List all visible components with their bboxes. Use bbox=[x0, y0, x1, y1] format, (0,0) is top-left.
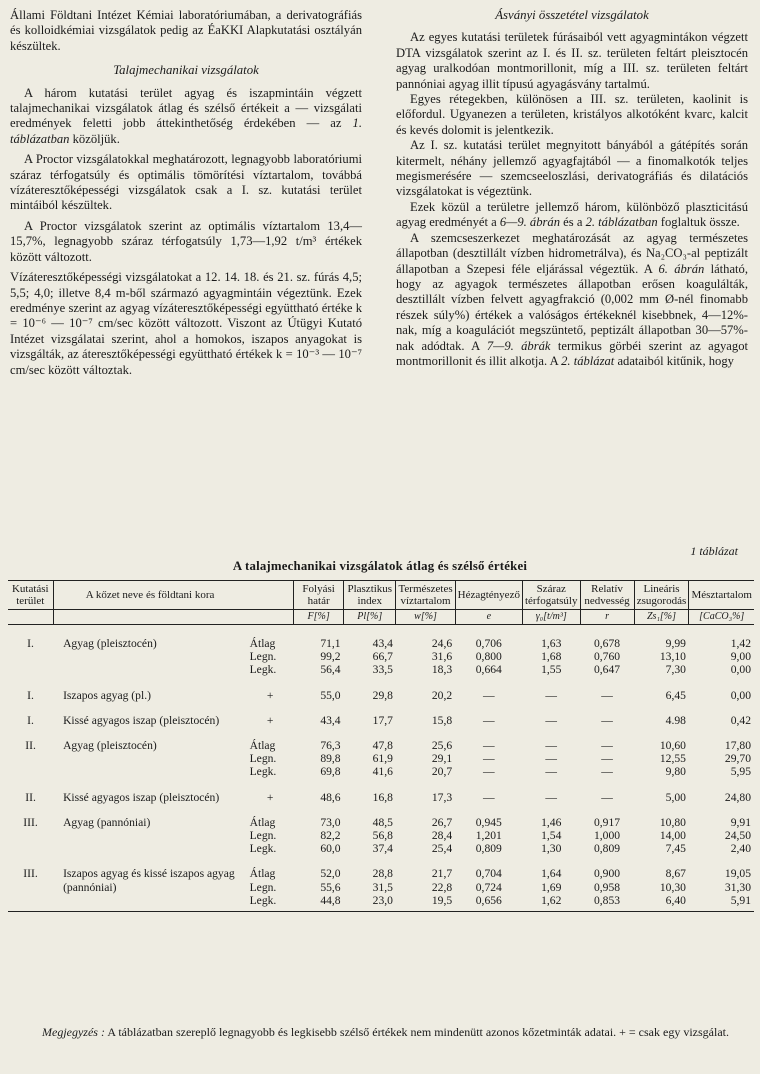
area-cell: I. bbox=[27, 637, 34, 650]
rock-name-cell: Iszapos agyag (pl.) bbox=[63, 688, 151, 702]
table-title: A talajmechanikai vizsgálatok átlag és szélső értékei bbox=[232, 559, 528, 573]
value: — bbox=[483, 739, 495, 753]
value: 17,3 bbox=[431, 790, 453, 804]
value: 4.98 bbox=[665, 713, 686, 727]
value: 48,5 bbox=[372, 815, 393, 829]
statistic-label: Legk. bbox=[249, 893, 277, 907]
value: 21,7 bbox=[431, 867, 453, 881]
value: 44,8 bbox=[320, 893, 341, 907]
value: 60,0 bbox=[320, 842, 341, 856]
value-cell bbox=[455, 677, 522, 702]
statistic-cell bbox=[247, 625, 294, 677]
table-row bbox=[8, 702, 754, 727]
statistic-label: Legn. bbox=[249, 752, 277, 766]
value: 48,6 bbox=[320, 790, 341, 804]
value: — bbox=[545, 688, 558, 702]
value-cell bbox=[344, 677, 396, 702]
value-cell bbox=[634, 727, 689, 779]
value-cell bbox=[522, 702, 580, 727]
value: 0,853 bbox=[593, 893, 621, 907]
paragraph: A szemcseszerkezet meghatározását az agyag természetes állapotban (desztillált vízben hidrometrálva), és Na₂CO₃-al peptizált állapotban a Szepesi féle eljárással végeztük. A 6. ábrán látható, hogy az agyagok természetes állapotban erősen koagulálták, desztillált vízben felvett agyagfrakció (0,002 mm Ø-nél finomabb részek súly%) értékek a valóságos értékeknél kisebbnek, 4—12%-nak, míg a koagulációt megszüntető, peptizált állapotban 30—57%-nak adódtak. A 7—9. ábrák termikus görbéi szerint az agyagot montmorillonit és illit alkotja. A 2. táblázat adataiból kitűnik, hogy bbox=[396, 230, 748, 368]
value-cell bbox=[396, 625, 455, 677]
area-cell: II. bbox=[25, 739, 36, 753]
value-cell bbox=[294, 677, 344, 702]
value-cell bbox=[580, 855, 634, 911]
value: 7,30 bbox=[665, 663, 686, 677]
value-cell bbox=[580, 804, 634, 856]
value: — bbox=[483, 765, 495, 779]
value: 15,8 bbox=[431, 713, 453, 727]
table-number-label: 1 táblázat bbox=[690, 544, 738, 558]
unit-label: Zs₁[%] bbox=[634, 610, 689, 625]
column-header: Plasztikus index bbox=[344, 581, 396, 610]
unit-label: Pl[%] bbox=[344, 610, 396, 625]
unit-label: γ₀[t/m³] bbox=[522, 610, 580, 625]
value: 10,30 bbox=[659, 880, 686, 894]
value: 13,10 bbox=[659, 650, 686, 664]
column-header: Természetes víztartalom bbox=[396, 581, 455, 610]
column-header: Folyási határ bbox=[294, 581, 344, 610]
value: 0,917 bbox=[593, 815, 621, 829]
paragraph: A három kutatási terület agyag és iszapmintáin végzett talajmechanikai vizsgálatok átlag és szélső értékeit a — vizsgálati eredmények feletti jobb áttekinthetőség érdekében — az 1. táblázatban közöljük. bbox=[10, 85, 362, 146]
value: — bbox=[483, 752, 495, 766]
value: 69,8 bbox=[320, 765, 341, 779]
value-cell bbox=[455, 702, 522, 727]
statistic-label: Legn. bbox=[249, 650, 277, 664]
column-header: Relatív nedvesség bbox=[580, 581, 634, 610]
right-column bbox=[396, 8, 748, 369]
table-units-row bbox=[8, 610, 754, 625]
value: — bbox=[483, 790, 495, 804]
value: 1,68 bbox=[541, 650, 562, 664]
rock-name-cell: Iszapos agyag és kissé iszapos agyag (pannóniai) bbox=[53, 855, 247, 911]
statistic-cell bbox=[247, 727, 294, 779]
value-cell bbox=[396, 779, 455, 804]
value: 29,70 bbox=[724, 752, 751, 766]
value: 43,4 bbox=[372, 637, 393, 650]
statistic-cell bbox=[247, 677, 294, 702]
value-cell bbox=[580, 779, 634, 804]
value: — bbox=[545, 752, 558, 766]
paragraph: A Proctor vizsgálatok szerint az optimális víztartalom 13,4—15,7%, legnagyobb száraz térfogatsúly 1,73—1,92 t/m³ értékek között változott. bbox=[10, 218, 362, 264]
value: 24,80 bbox=[724, 790, 751, 804]
value: — bbox=[601, 713, 613, 727]
statistic-label: Legn. bbox=[249, 829, 277, 843]
value: 19,05 bbox=[724, 867, 751, 881]
unit-label: e bbox=[455, 610, 522, 625]
note-label: Megjegyzés : bbox=[42, 1025, 105, 1039]
value-cell bbox=[634, 625, 689, 677]
rock-name-cell: Agyag (pleisztocén) bbox=[63, 739, 157, 753]
column-header: Hézagtényező bbox=[455, 581, 522, 610]
figure-reference: 6—9. ábrán bbox=[499, 215, 561, 230]
value: 0,42 bbox=[730, 713, 751, 727]
value: 18,3 bbox=[431, 663, 453, 677]
table-row bbox=[8, 855, 754, 911]
value: 0,706 bbox=[475, 637, 502, 650]
value-cell bbox=[294, 625, 344, 677]
value: — bbox=[601, 752, 613, 766]
statistic-cell bbox=[247, 855, 294, 911]
value: — bbox=[601, 739, 613, 753]
rock-name-cell: Kissé agyagos iszap (pleisztocén) bbox=[63, 713, 220, 727]
value: 9,91 bbox=[730, 815, 751, 829]
statistic-label: Legn. bbox=[249, 880, 277, 894]
value: 31,30 bbox=[724, 880, 751, 894]
value: — bbox=[601, 688, 613, 702]
value: 28,8 bbox=[372, 867, 393, 881]
value: 1,62 bbox=[541, 893, 562, 907]
value: 5,00 bbox=[665, 790, 686, 804]
value: 56,4 bbox=[320, 663, 341, 677]
value-cell bbox=[580, 677, 634, 702]
value-cell bbox=[396, 804, 455, 856]
value: 0,809 bbox=[593, 842, 621, 856]
value: 24,50 bbox=[724, 829, 751, 843]
value: 2,40 bbox=[730, 842, 751, 856]
value-cell bbox=[455, 804, 522, 856]
paragraph: Ezek közül a területre jellemző három, különböző plaszticitású agyag eredményét a 6—9. ábrán és a 2. táblázatban foglaltuk össze. bbox=[396, 199, 748, 230]
value: 0,900 bbox=[593, 867, 621, 881]
value-cell bbox=[634, 702, 689, 727]
value: 17,7 bbox=[372, 713, 393, 727]
value-cell bbox=[396, 677, 455, 702]
rock-name-cell: Agyag (pannóniai) bbox=[63, 815, 151, 829]
value: — bbox=[545, 765, 558, 779]
column-header: A kőzet neve és földtani kora bbox=[53, 581, 247, 610]
table-reference: 2. táblázat bbox=[561, 353, 615, 368]
value-cell bbox=[580, 727, 634, 779]
value: — bbox=[601, 790, 613, 804]
value: — bbox=[545, 790, 558, 804]
paragraph: Vízáteresztőképességi vizsgálatokat a 12. 14. 18. és 21. sz. fúrás 4,5; 5,5; 4,0; illetve 8,4 m-ből származó agyagmintáin végeztünk. Ezek eredménye szerint az agyag vízáteresztőképességi együttható értéke k = 10⁻⁶ — 10⁻⁷ cm/sec között változott. Viszont az Útügyi Kutató Intézet vizsgálatai szerint, ahol a homokos, iszapos anyagokat is vizsgálták, az áteresztőképességi együttható értékek k = 10⁻³ — 10⁻⁷ cm/sec között változtak. bbox=[10, 270, 362, 377]
value: 41,6 bbox=[372, 765, 393, 779]
value-cell bbox=[522, 804, 580, 856]
value: 10,80 bbox=[659, 815, 686, 829]
value-cell bbox=[294, 779, 344, 804]
column-header: Mésztartalom bbox=[689, 581, 754, 610]
value: 20,2 bbox=[431, 688, 453, 702]
value: 31,6 bbox=[431, 650, 453, 664]
statistic-label: + bbox=[266, 790, 274, 804]
column-header: Lineáris zsugorodás bbox=[634, 581, 689, 610]
value: 33,5 bbox=[372, 663, 393, 677]
value: 55,0 bbox=[320, 688, 341, 702]
column-header: Kutatási terület bbox=[8, 581, 53, 610]
value-cell bbox=[294, 855, 344, 911]
statistic-label: Legk. bbox=[249, 663, 277, 677]
table-row bbox=[8, 625, 754, 677]
value: 28,4 bbox=[431, 829, 453, 843]
value: — bbox=[545, 739, 558, 753]
value: 14,00 bbox=[659, 829, 686, 843]
value: 76,3 bbox=[320, 739, 341, 753]
value-cell bbox=[580, 702, 634, 727]
value: — bbox=[601, 765, 613, 779]
value: 0,00 bbox=[730, 663, 751, 677]
value: 22,8 bbox=[431, 880, 453, 894]
value-cell bbox=[580, 625, 634, 677]
value: 8,67 bbox=[665, 867, 686, 881]
area-cell: III. bbox=[23, 815, 38, 829]
unit-label bbox=[53, 610, 247, 625]
statistic-label: Átlag bbox=[249, 867, 276, 881]
value: 0,724 bbox=[475, 880, 502, 894]
value-cell bbox=[344, 727, 396, 779]
statistic-label: Átlag bbox=[249, 739, 276, 753]
paragraph: Az egyes kutatási területek fúrásaiból vett agyagmintákon végzett DTA vizsgálatok szerint az I. és II. sz. területen feltárt pleisztocén agyag uralkodóan montmorillonit, míg a III. sz. területen feltárt pannóniai agyag illit típusú agyagásvány tartalmú. bbox=[396, 30, 748, 91]
value-cell bbox=[522, 625, 580, 677]
value-cell bbox=[344, 625, 396, 677]
value: 1,63 bbox=[541, 637, 562, 650]
value-cell bbox=[689, 727, 754, 779]
unit-label: w[%] bbox=[396, 610, 455, 625]
table-row bbox=[8, 804, 754, 856]
statistic-label: + bbox=[266, 688, 274, 702]
value: 0,00 bbox=[730, 688, 751, 702]
value: 0,647 bbox=[593, 663, 621, 677]
value: 73,0 bbox=[320, 815, 341, 829]
value: 29,1 bbox=[431, 752, 453, 766]
figure-reference: 7—9. ábrák bbox=[486, 338, 551, 353]
table-row bbox=[8, 779, 754, 804]
value: 6,40 bbox=[665, 893, 686, 907]
value: 82,2 bbox=[320, 829, 341, 843]
statistic-label: Legk. bbox=[249, 842, 277, 856]
paragraph: A Proctor vizsgálatokkal meghatározott, legnagyobb laboratóriumi száraz térfogatsúly és optimális tömörítési víztartalom, továbbá vízáteresztőképességi vizsgálatok csak a I. sz. kutatási terület mintáiból készültek. bbox=[10, 152, 362, 213]
value: — bbox=[483, 688, 495, 702]
value: 0,800 bbox=[475, 650, 502, 664]
value: 9,80 bbox=[665, 765, 686, 779]
value: 1,46 bbox=[541, 815, 562, 829]
value: — bbox=[483, 713, 495, 727]
value: 0,678 bbox=[593, 637, 621, 650]
value: 5,95 bbox=[730, 765, 751, 779]
value-cell bbox=[689, 855, 754, 911]
paragraph: Egyes rétegekben, különösen a III. sz. területen, kaolinit is előfordul. Ugyanezen a területen, kristályos alkotóként kvarc, kalcit és kevés dolomit is jelentkezik. bbox=[396, 92, 748, 137]
unit-label: [CaCO₃%] bbox=[689, 610, 754, 625]
value: 19,5 bbox=[431, 893, 453, 907]
value: 55,6 bbox=[320, 880, 341, 894]
rock-name-cell: Agyag (pleisztocén) bbox=[63, 637, 157, 650]
value-cell bbox=[634, 779, 689, 804]
figure-reference: 6. ábrán bbox=[658, 261, 705, 276]
table-reference: 1. táblázatban bbox=[10, 116, 362, 146]
value-cell bbox=[522, 855, 580, 911]
area-cell: III. bbox=[8, 855, 53, 911]
rock-name-cell: Kissé agyagos iszap (pleisztocén) bbox=[63, 790, 220, 804]
left-column bbox=[10, 8, 362, 378]
value-cell bbox=[344, 779, 396, 804]
value: 37,4 bbox=[372, 842, 393, 856]
value-cell bbox=[344, 804, 396, 856]
value-cell bbox=[689, 625, 754, 677]
table-row bbox=[8, 727, 754, 779]
value: 12,55 bbox=[659, 752, 686, 766]
value: 5,91 bbox=[730, 893, 751, 907]
value-cell bbox=[294, 727, 344, 779]
statistic-label: Átlag bbox=[249, 815, 276, 829]
data-table bbox=[8, 580, 754, 912]
value: 25,4 bbox=[431, 842, 453, 856]
value: 47,8 bbox=[372, 739, 393, 753]
value-cell bbox=[455, 855, 522, 911]
value: 89,8 bbox=[320, 752, 341, 766]
value-cell bbox=[634, 804, 689, 856]
value: 0,760 bbox=[593, 650, 621, 664]
value: 29,8 bbox=[372, 688, 393, 702]
value: 26,7 bbox=[431, 815, 453, 829]
value: 99,2 bbox=[320, 650, 341, 664]
value: 7,45 bbox=[665, 842, 686, 856]
column-header bbox=[247, 581, 294, 610]
intro-paragraph: Állami Földtani Intézet Kémiai laboratóriumában, a derivatográfiás és kolloidkémiai vizsgálatok pedig az ÉaKKI Alapkutatási osztályán készültek. bbox=[10, 8, 362, 53]
statistic-label: Legk. bbox=[249, 765, 277, 779]
paragraph: Az I. sz. kutatási terület megnyitott bányából a gátépítés során kitermelt, néhány jellemző agyagfajtából — a finomalkotók teljes megismerésére — szemcseeloszlási, derivatográfiás és dilatációs vizsgálatokat is végeztünk. bbox=[396, 138, 748, 199]
value: 66,7 bbox=[372, 650, 393, 664]
value: 1,55 bbox=[541, 663, 562, 677]
unit-label bbox=[247, 610, 294, 625]
value-cell bbox=[689, 677, 754, 702]
value-cell bbox=[634, 677, 689, 702]
unit-label: r bbox=[580, 610, 634, 625]
section-heading-mineral-composition: Ásványi összetétel vizsgálatok bbox=[495, 8, 649, 22]
table-reference: 2. táblázatban bbox=[585, 215, 658, 230]
value: 0,809 bbox=[475, 842, 502, 856]
value-cell bbox=[396, 702, 455, 727]
value-cell bbox=[396, 727, 455, 779]
value: 0,704 bbox=[475, 867, 502, 881]
area-cell: I. bbox=[27, 688, 34, 702]
value: 56,8 bbox=[372, 829, 393, 843]
value: 24,6 bbox=[431, 637, 453, 650]
statistic-cell bbox=[247, 702, 294, 727]
area-cell: I. bbox=[27, 713, 34, 727]
value: 31,5 bbox=[372, 880, 393, 894]
value-cell bbox=[294, 804, 344, 856]
unit-label bbox=[8, 610, 53, 625]
area-cell: II. bbox=[25, 790, 36, 804]
value-cell bbox=[689, 804, 754, 856]
column-header: Száraz térfogatsúly bbox=[522, 581, 580, 610]
value-cell bbox=[522, 779, 580, 804]
table-header-row bbox=[8, 581, 754, 610]
value: 9,99 bbox=[665, 637, 686, 650]
statistic-label: + bbox=[266, 713, 274, 727]
note-text: A táblázatban szereplő legnagyobb és legkisebb szélső értékek nem mindenütt azonos kőzetminták adatai. + = csak egy vizsgálat. bbox=[104, 1025, 729, 1039]
value: 61,9 bbox=[372, 752, 393, 766]
value: 16,8 bbox=[372, 790, 393, 804]
value: 10,60 bbox=[659, 739, 686, 753]
value: 25,6 bbox=[431, 739, 453, 753]
value: 0,664 bbox=[475, 663, 502, 677]
value-cell bbox=[344, 702, 396, 727]
value: 23,0 bbox=[372, 893, 393, 907]
value: 20,7 bbox=[431, 765, 453, 779]
table-note bbox=[12, 1024, 750, 1040]
value: 1,69 bbox=[541, 880, 562, 894]
value-cell bbox=[634, 855, 689, 911]
value: 1,201 bbox=[475, 829, 502, 843]
value-cell bbox=[344, 855, 396, 911]
value-cell bbox=[294, 702, 344, 727]
value: 1,000 bbox=[593, 829, 621, 843]
unit-label: F[%] bbox=[294, 610, 344, 625]
table-row bbox=[8, 677, 754, 702]
value: 17,80 bbox=[724, 739, 751, 753]
value-cell bbox=[689, 779, 754, 804]
value: — bbox=[545, 713, 558, 727]
table-body bbox=[8, 625, 754, 912]
section-heading-soil-mechanics: Talajmechanikai vizsgálatok bbox=[113, 63, 259, 78]
value: 0,958 bbox=[593, 880, 621, 894]
value-cell bbox=[396, 855, 455, 911]
value: 71,1 bbox=[320, 637, 341, 650]
value-cell bbox=[522, 727, 580, 779]
value-cell bbox=[455, 779, 522, 804]
statistic-cell bbox=[247, 779, 294, 804]
value-cell bbox=[522, 677, 580, 702]
statistic-label: Átlag bbox=[249, 637, 276, 650]
value-cell bbox=[689, 702, 754, 727]
value: 1,30 bbox=[541, 842, 562, 856]
value: 43,4 bbox=[320, 713, 341, 727]
value: 1,64 bbox=[541, 867, 562, 881]
value: 52,0 bbox=[320, 867, 341, 881]
value: 1,42 bbox=[730, 637, 751, 650]
value: 9,00 bbox=[730, 650, 751, 664]
value: 0,656 bbox=[475, 893, 502, 907]
value: 6,45 bbox=[665, 688, 686, 702]
value-cell bbox=[455, 625, 522, 677]
value: 0,945 bbox=[475, 815, 502, 829]
statistic-cell bbox=[247, 804, 294, 856]
value-cell bbox=[455, 727, 522, 779]
value: 1,54 bbox=[541, 829, 562, 843]
